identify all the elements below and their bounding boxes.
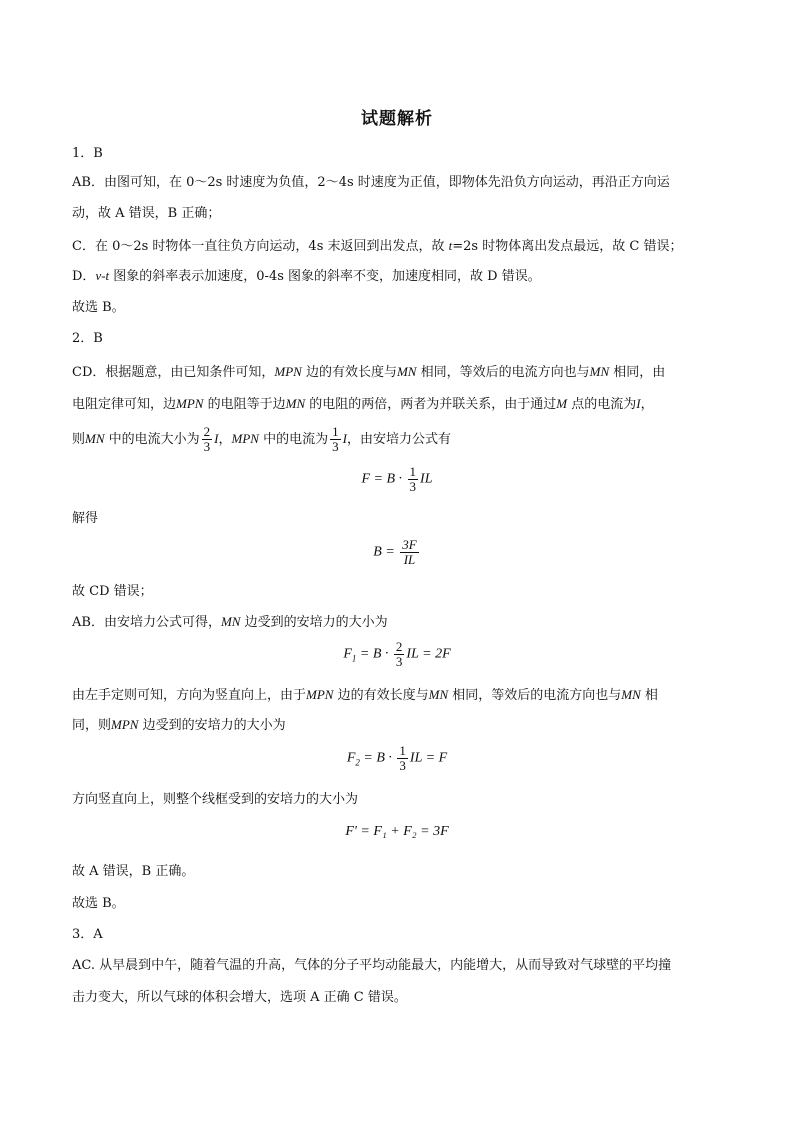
fraction-two-thirds (202, 425, 213, 454)
var-mpn: MPN (111, 717, 139, 732)
text: CD．根据题意，由已知条件可知， (72, 365, 275, 380)
text: ， (218, 432, 232, 447)
q2-cd-line3 (72, 423, 732, 456)
var-i: I (636, 396, 641, 411)
var-i: I (342, 431, 347, 446)
q1-d-line (72, 266, 732, 287)
text: ，由安培力公式有 (346, 432, 451, 447)
numerator: 1 (409, 464, 417, 479)
text: 中的电流为 (258, 432, 329, 447)
var-m: M (556, 396, 568, 411)
text: 同，则 (72, 718, 112, 733)
var-mn: MN (220, 614, 241, 629)
denominator: 3 (409, 479, 417, 494)
text: 点的电流为 (567, 397, 637, 412)
text: 边受到的安培力的大小为 (240, 615, 388, 630)
q3-answer: 3．A (72, 927, 103, 942)
q1-c-var: t (448, 238, 453, 253)
var-mn: MN (428, 687, 449, 702)
denominator: IL (403, 552, 416, 567)
q1-c-line (72, 236, 732, 257)
q2-ab-line2 (72, 685, 732, 706)
text: 边受到的安培力的大小为 (138, 718, 286, 733)
numerator: 1 (399, 743, 406, 758)
var-mpn: MPN (274, 364, 302, 379)
eq-mid: = B · (356, 646, 392, 662)
q1-ab-line1: AB．由图可知，在 0～2s 时速度为负值，2～4s 时速度为正值，即物体先沿负方向运动，再沿正方向运 (72, 175, 670, 190)
equation-force (0, 465, 794, 494)
eq-right: IL = F (409, 750, 448, 766)
denominator: 3 (395, 654, 403, 669)
text: 则 (72, 432, 86, 447)
q1-answer: 1．B (72, 146, 103, 161)
var-f: F (361, 471, 371, 487)
numerator: 2 (395, 639, 403, 654)
text: 的电阻的两倍，两者为并联关系，由于通过 (305, 397, 557, 412)
equation-b-field (0, 538, 794, 567)
text: 的电阻等于边 (203, 397, 286, 412)
text: 由左手定则可知，方向为竖直向上，由于 (72, 688, 307, 703)
q3-ac-line1: AC. 从早晨到中午，随着气温的升高，气体的分子平均动能最大，内能增大，从而导致对气球壁的平均撞 (72, 958, 672, 973)
q2-ab-line1 (72, 612, 732, 633)
subscript: 1 (351, 653, 357, 664)
var-mpn: MPN (176, 396, 204, 411)
var-f: F (343, 646, 352, 662)
text: 相同，等效后的电流方向也与 (416, 365, 590, 380)
var-mn: MN (621, 687, 641, 702)
q2-ab-conclusion: 故 A 错误，B 正确。 (72, 864, 195, 879)
text: 相同，由 (609, 365, 666, 380)
var-mpn: MPN (306, 687, 334, 702)
q2-ab-line4: 方向竖直向上，则整个线框受到的安培力的大小为 (72, 792, 359, 807)
text: 相同，等效后的电流方向也与 (448, 688, 622, 703)
text: 边的有效长度与 (301, 365, 397, 380)
q2-solve-label: 解得 (72, 511, 99, 526)
var-mn: MN (85, 431, 105, 446)
var-i: I (214, 431, 219, 446)
q1-d-text2: 图象的斜率表示加速度，0-4s 图象的斜率不变，加速度相同，故 D 错误。 (109, 269, 541, 284)
var-mpn: MPN (231, 431, 259, 446)
var-f: F (346, 750, 356, 766)
q2-cd-line1 (72, 362, 732, 383)
q1-c-text2: =2s 时物体离出发点最远，故 C 错误； (452, 239, 683, 254)
denominator: 3 (203, 439, 211, 454)
numerator: 3F (402, 537, 417, 552)
denominator: 3 (332, 439, 339, 454)
numerator: 1 (332, 424, 339, 439)
equation-total-force: F′ = F₁ + F₂ = 3F (345, 824, 449, 839)
q3-ac-line2: 击力变大，所以气球的体积会增大，选项 A 正确 C 错误。 (72, 990, 407, 1005)
equation-f1 (0, 640, 794, 669)
numerator: 2 (203, 424, 211, 439)
eq-left: B = (373, 544, 399, 560)
fraction-two-thirds (394, 640, 405, 669)
text: ， (640, 397, 654, 412)
text: 相 (640, 688, 658, 703)
text: 中的电流大小为 (104, 432, 200, 447)
eq-right: IL (420, 471, 433, 487)
q2-ab-line3 (72, 715, 732, 736)
var-mn: MN (396, 364, 417, 379)
q2-conclusion: 故选 B。 (72, 896, 125, 911)
q1-d-var: v-t (95, 268, 110, 283)
q1-ab-line2: 动，故 A 错误，B 正确； (72, 206, 221, 221)
var-mn: MN (285, 396, 306, 411)
fraction-one-third (330, 425, 341, 454)
page-title: 试题解析 (361, 109, 433, 129)
q2-answer: 2．B (72, 331, 103, 346)
eq-mid: = B · (359, 750, 396, 766)
fraction-one-third (408, 465, 419, 494)
denominator: 3 (399, 758, 406, 773)
q2-cd-line2 (72, 394, 732, 415)
var-mn: MN (589, 364, 610, 379)
fraction-one-third (397, 744, 408, 773)
q1-d-text: D． (72, 269, 96, 284)
text: 边的有效长度与 (333, 688, 429, 703)
fraction-3f-il (400, 538, 418, 567)
q2-cd-conclusion: 故 CD 错误； (72, 584, 153, 599)
text: AB．由安培力公式可得， (72, 615, 221, 630)
equation-f2 (0, 744, 794, 773)
q1-conclusion: 故选 B。 (72, 300, 125, 315)
eq-mid: = B · (370, 471, 406, 487)
eq-right: IL = 2F (406, 646, 451, 662)
q1-c-text: C．在 0～2s 时物体一直往负方向运动，4s 末返回到出发点，故 (72, 239, 449, 254)
text: 电阻定律可知，边 (72, 397, 177, 412)
subscript: 2 (355, 757, 360, 768)
